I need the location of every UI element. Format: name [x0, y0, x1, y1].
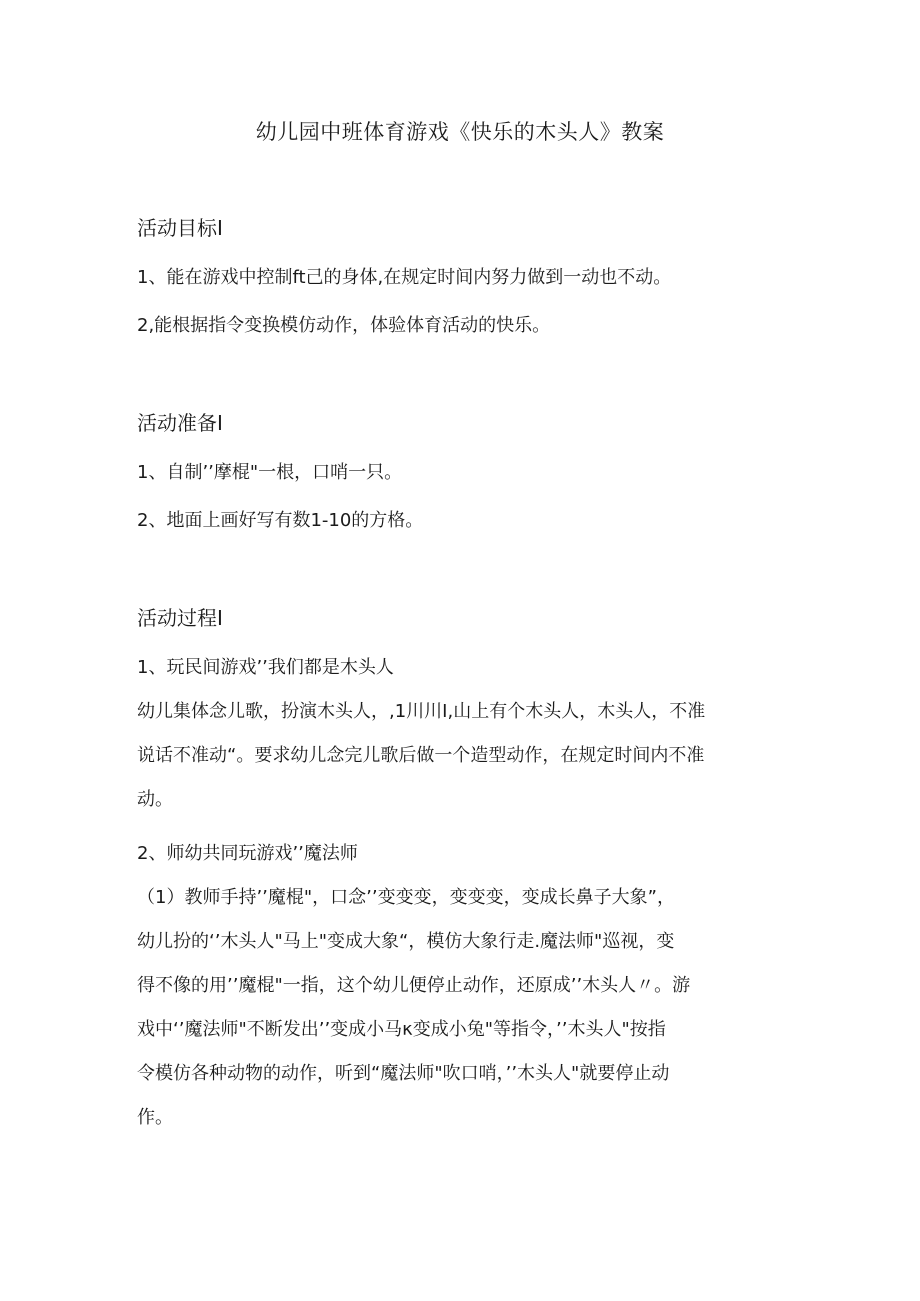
- process-step-2-title: 2、师幼共同玩游戏’’魔法师: [137, 843, 358, 864]
- paragraph-line: 动。: [137, 789, 173, 810]
- document-title: 幼儿园中班体育游戏《快乐的木头人》教案: [255, 120, 665, 144]
- section-heading-prep: 活动准备I: [137, 411, 223, 435]
- prep-item-1: 1、自制’’摩棍"一根，口哨一只。: [137, 462, 403, 483]
- paragraph-line: 说话不准动“。要求幼儿念完儿歌后做一个造型动作，在规定时间内不准: [137, 745, 705, 766]
- paragraph-line: 幼儿扮的‘’木头人"马上"变成大象“，模仿大象行走.魔法师"巡视，变: [137, 931, 675, 952]
- process-step-1-paragraph: [137, 690, 787, 822]
- prep-item-2: 2、地面上画好写有数1-10的方格。: [137, 510, 424, 531]
- goal-item-1: 1、能在游戏中控制ft己的身体,在规定时间内努力做到一动也不动。: [137, 267, 672, 288]
- paragraph-line: 戏中‘’魔法师"不断发出’’变成小马κ变成小兔"等指令，’’木头人"按指: [137, 1019, 666, 1040]
- paragraph-line: 幼儿集体念儿歌，扮演木头人，,1川川I,山上有个木头人，木头人，不准: [137, 701, 706, 722]
- section-heading-goals: 活动目标I: [137, 216, 223, 240]
- paragraph-line: 作。: [137, 1107, 173, 1128]
- process-step-2-paragraph: [137, 876, 787, 1140]
- section-heading-process: 活动过程I: [137, 606, 223, 630]
- paragraph-line: 得不像的用’’魔棍"一指，这个幼儿便停止动作，还原成’’木头人〃。游: [137, 975, 691, 996]
- paragraph-line: 令模仿各种动物的动作，听到“魔法师"吹口哨，’’木头人"就要停止动: [137, 1063, 670, 1084]
- goal-item-2: 2,能根据指令变换模仿动作，体验体育活动的快乐。: [137, 315, 551, 336]
- process-step-1-title: 1、玩民间游戏’’我们都是木头人: [137, 657, 394, 678]
- paragraph-line: （1）教师手持’’魔棍"，口念’’变变变，变变变，变成长鼻子大象”，: [137, 887, 675, 908]
